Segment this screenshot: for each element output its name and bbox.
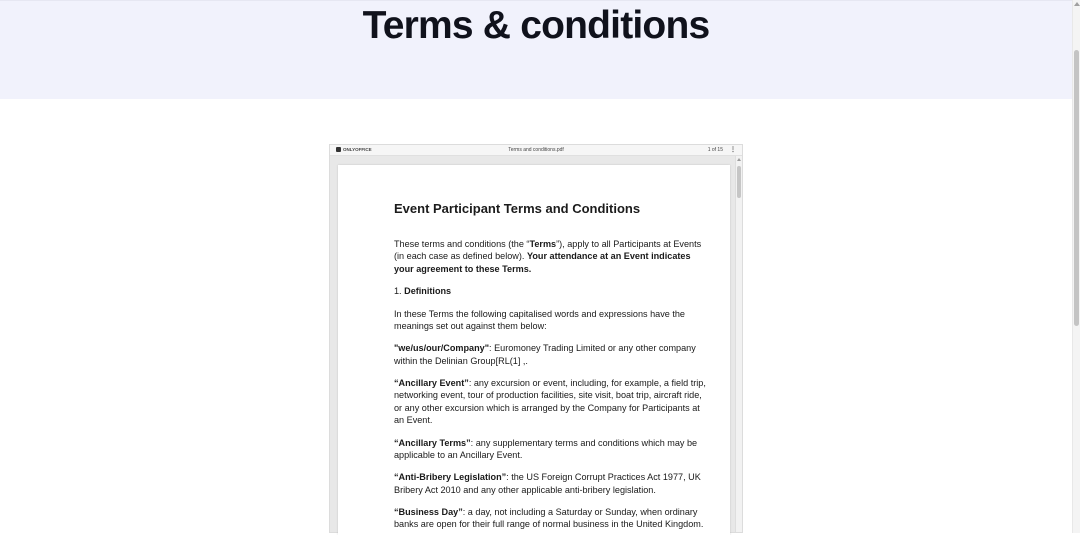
definition-term: “Business Day” xyxy=(394,507,463,518)
document-title: Event Participant Terms and Conditions xyxy=(394,201,641,216)
definition-text: : the US Foreign Corrupt Practices Act 1977, UK Bribery Act 2010 and any other applicable anti-bribery legislation. xyxy=(394,472,701,495)
pdf-viewer xyxy=(329,144,743,533)
document-page xyxy=(338,165,730,535)
definition-item xyxy=(394,471,706,496)
section-title: Definitions xyxy=(404,286,452,297)
section-number: 1. xyxy=(394,286,405,297)
intro-paragraph xyxy=(394,238,706,275)
definition-item xyxy=(394,437,706,462)
hero-banner xyxy=(0,0,1072,99)
definition-text: : a day, not including a Saturday or Sunday, when ordinary banks are open for their full range of normal business in the United Kingdom. xyxy=(394,507,704,530)
page-scrollbar[interactable] xyxy=(1072,0,1080,533)
page-scrollbar-thumb[interactable] xyxy=(1074,50,1079,326)
definition-item xyxy=(394,506,706,531)
scroll-up-arrow-icon[interactable] xyxy=(1074,2,1080,6)
document-content xyxy=(394,201,706,535)
definition-text: : Euromoney Trading Limited or any other company within the Delinian Group[RL(1] ,. xyxy=(394,343,696,366)
more-vertical-icon[interactable]: ⋮ xyxy=(730,147,736,153)
definition-item xyxy=(394,342,706,367)
viewer-scrollbar-thumb[interactable] xyxy=(737,166,741,198)
document-filename: Terms and conditions.pdf xyxy=(508,147,564,153)
intro-text-2: ”), apply to all Participants at Events (in each case as defined below). xyxy=(394,239,702,262)
definition-term: "we/us/our/Company" xyxy=(394,343,490,354)
definition-text: : any excursion or event, including, for example, a field trip, networking event, tour of production facilities, site visit, boat trip, aircraft ride, or any other excursion which is arranged by the Company for Participants at an Event. xyxy=(394,378,706,426)
definition-item xyxy=(394,377,706,426)
definition-term: “Ancillary Terms” xyxy=(394,437,471,448)
viewer-scroll-up-icon[interactable] xyxy=(737,158,741,161)
section-heading xyxy=(394,285,706,297)
intro-bold-2: Your attendance at an Event indicates your agreement to these Terms. xyxy=(394,251,691,274)
definition-term: “Anti-Bribery Legislation” xyxy=(394,472,507,483)
page-title: Terms & conditions xyxy=(362,4,710,47)
viewer-scrollbar[interactable] xyxy=(735,156,742,532)
definition-text: : any supplementary terms and conditions which may be applicable to an Ancillary Event. xyxy=(394,437,698,460)
page-indicator: 1 of 15 xyxy=(707,147,723,153)
definitions-intro: In these Terms the following capitalised words and expressions have the meanings set out against them below: xyxy=(394,308,685,331)
intro-bold-1: Terms xyxy=(529,239,557,249)
viewer-toolbar xyxy=(330,145,742,156)
onlyoffice-brand-label: ONLYOFFICE xyxy=(343,147,372,152)
definition-term: “Ancillary Event” xyxy=(394,378,469,389)
intro-text-1: These terms and conditions (the “ xyxy=(394,239,530,249)
